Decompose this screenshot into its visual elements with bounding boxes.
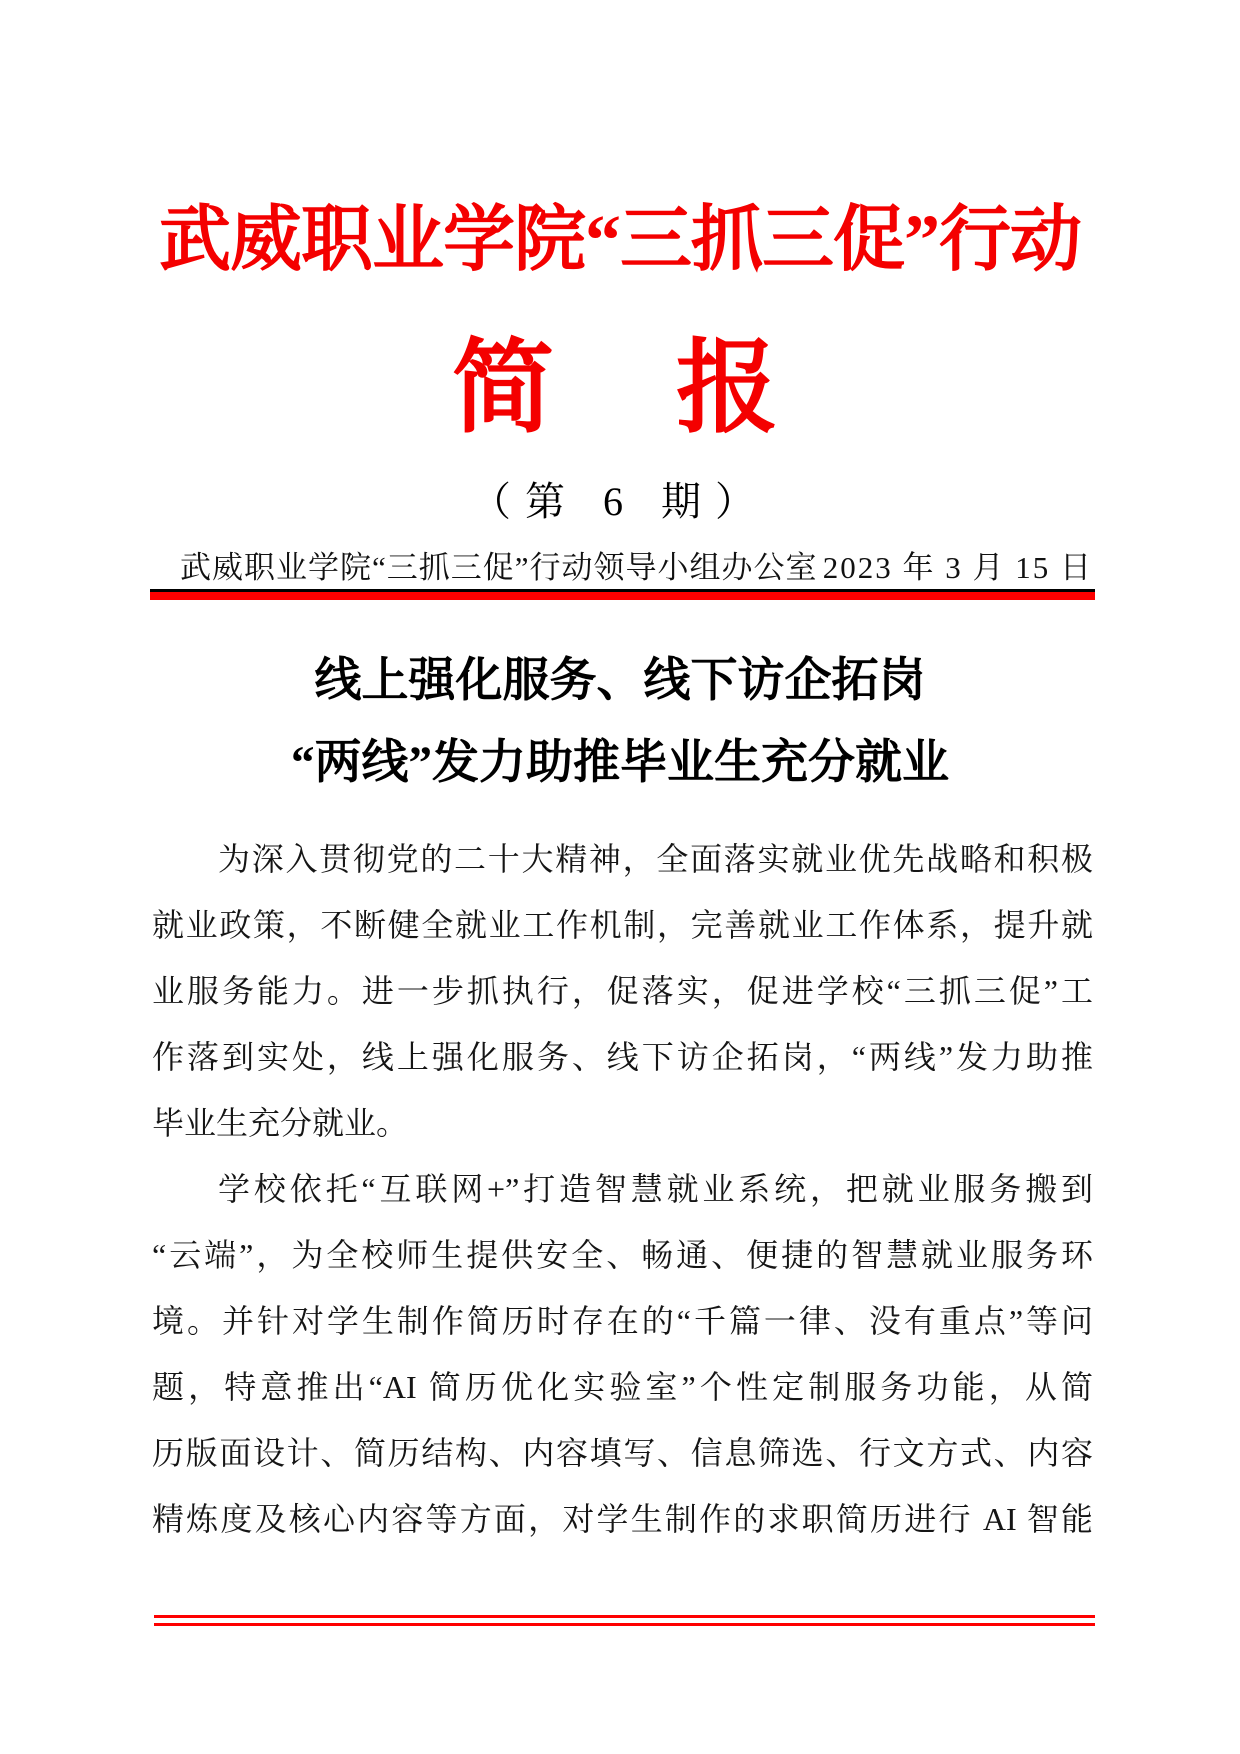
article-title-line2: “两线”发力助推毕业生充分就业 xyxy=(291,737,949,789)
body-line: 作落到实处，线上强化服务、线下访企拓岗，“两线”发力助推 xyxy=(152,1039,1093,1075)
issuing-office: 武威职业学院“三抓三促”行动领导小组办公室 xyxy=(180,550,818,585)
body-line: 学校依托“互联网+”打造智慧就业系统，把就业服务搬到 xyxy=(218,1171,1093,1207)
footer-rule-bottom xyxy=(154,1623,1095,1626)
body-line: 历版面设计、简历结构、内容填写、信息筛选、行文方式、内容 xyxy=(152,1435,1093,1471)
body-line: 为深入贯彻党的二十大精神，全面落实就业优先战略和积极 xyxy=(218,841,1093,877)
body-line: 境。并针对学生制作简历时存在的“千篇一律、没有重点”等问 xyxy=(152,1303,1093,1339)
masthead-title: 武威职业学院“三抓三促”行动 xyxy=(158,200,1081,280)
article-title-line1: 线上强化服务、线下访企拓岗 xyxy=(314,655,926,707)
issuer-date-row xyxy=(152,546,1093,590)
body-line: 精炼度及核心内容等方面，对学生制作的求职简历进行 AI 智能 xyxy=(152,1501,1093,1537)
issue-number: （第 6 期） xyxy=(471,479,769,524)
header-rule-red xyxy=(150,592,1095,600)
body-line: 毕业生充分就业。 xyxy=(152,1105,409,1141)
body-line: 题，特意推出“AI 简历优化实验室”个性定制服务功能，从简 xyxy=(152,1369,1093,1405)
body-line: 业服务能力。进一步抓执行，促落实，促进学校“三抓三促”工 xyxy=(152,973,1093,1009)
body-line: 就业政策，不断健全就业工作机制，完善就业工作体系，提升就 xyxy=(152,907,1093,943)
issue-date: 2023 年 3 月 15 日 xyxy=(822,550,1093,585)
bulletin-name: 简 报 xyxy=(452,333,788,446)
body-line: “云端”，为全校师生提供安全、畅通、便捷的智慧就业服务环 xyxy=(152,1237,1093,1273)
footer-rule-top xyxy=(154,1615,1095,1618)
